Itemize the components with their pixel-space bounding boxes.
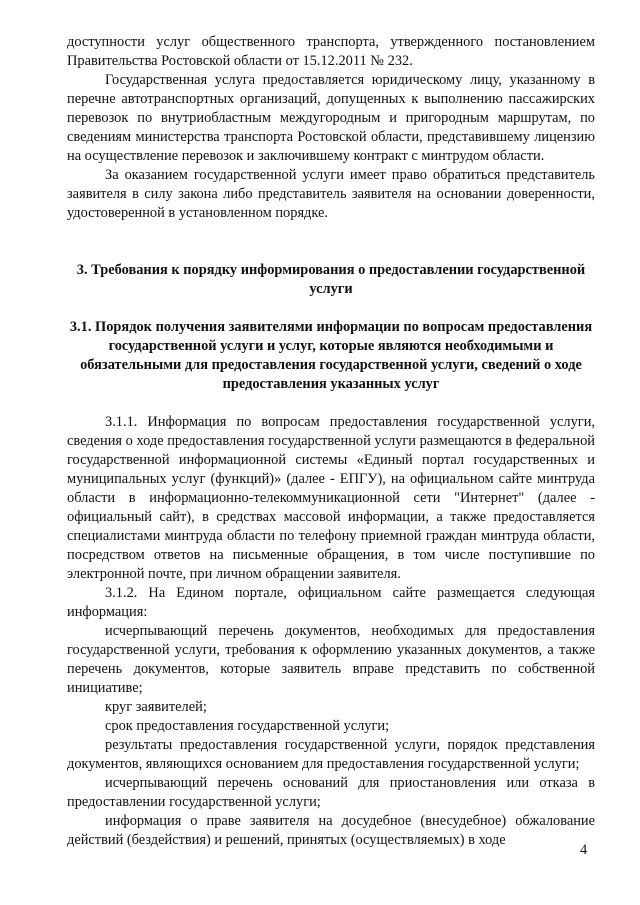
paragraph-service-recipient: Государственная услуга предоставляется юридическому лицу, указанному в перечне автотранспортных организаций, допущенных к выполнению пассажирских перевозок по внутриобластным междугородным и пригородным маршрутам, по сведениям министерства транспорта Ростовской области, представившему лицензию на осуществление перевозок и заключившему контракт с минтрудом области. xyxy=(67,72,595,164)
paragraph-intro-continued: доступности услуг общественного транспорта, утвержденного постановлением Правительства Ростовской области от 15.12.2011 № 232. xyxy=(67,34,595,69)
document-page xyxy=(67,33,595,850)
paragraph-3-1-2: 3.1.2. На Едином портале, официальном сайте размещается следующая информация: xyxy=(67,585,595,620)
list-item-documents: исчерпывающий перечень документов, необходимых для предоставления государственной услуги, требования к оформлению указанных документов, а также перечень документов, которые заявитель вправе представить по собственной инициативе; xyxy=(67,623,595,696)
list-item-appeal-right: информация о праве заявителя на досудебное (внесудебное) обжалование действий (бездействия) и решений, принятых (осуществляемых) в ходе xyxy=(67,813,595,848)
list-item-results: результаты предоставления государственной услуги, порядок представления документов, являющихся основанием для предоставления государственной услуги; xyxy=(67,737,595,772)
page-number: 4 xyxy=(580,842,588,858)
section-3-1-heading: 3.1. Порядок получения заявителями информации по вопросам предоставления государственной услуги и услуг, которые являются необходимыми и обязательными для предоставления государственной услуги, сведений о ходе предоставления указанных услуг xyxy=(69,319,593,392)
paragraph-representative: За оказанием государственной услуги имеет право обратиться представитель заявителя в силу закона либо представитель заявителя на основании доверенности, удостоверенной в установленном порядке. xyxy=(67,167,595,221)
list-item-term: срок предоставления государственной услуги; xyxy=(105,718,390,734)
paragraph-3-1-1: 3.1.1. Информация по вопросам предоставления государственной услуги, сведения о ходе предоставления государственной услуги размещаются в федеральной государственной информационной системы «Единый портал государственных и муниципальных услуг (функций)» (далее - ЕПГУ), на официальном сайте минтруда области в информационно-телекоммуникационной сети "Интернет" (далее - официальный сайт), в средствах массовой информации, а также предоставляется специалистами минтруда области по телефону приемной граждан минтруда области, посредством ответов на письменные обращения, в том числе поступившие по электронной почте, при личном обращении заявителя. xyxy=(67,414,595,582)
section-3-heading: 3. Требования к порядку информирования о предоставлении государственной услуги xyxy=(76,262,586,297)
list-item-applicants: круг заявителей; xyxy=(105,699,207,715)
list-item-refusal-grounds: исчерпывающий перечень оснований для приостановления или отказа в предоставлении государственной услуги; xyxy=(67,775,595,810)
